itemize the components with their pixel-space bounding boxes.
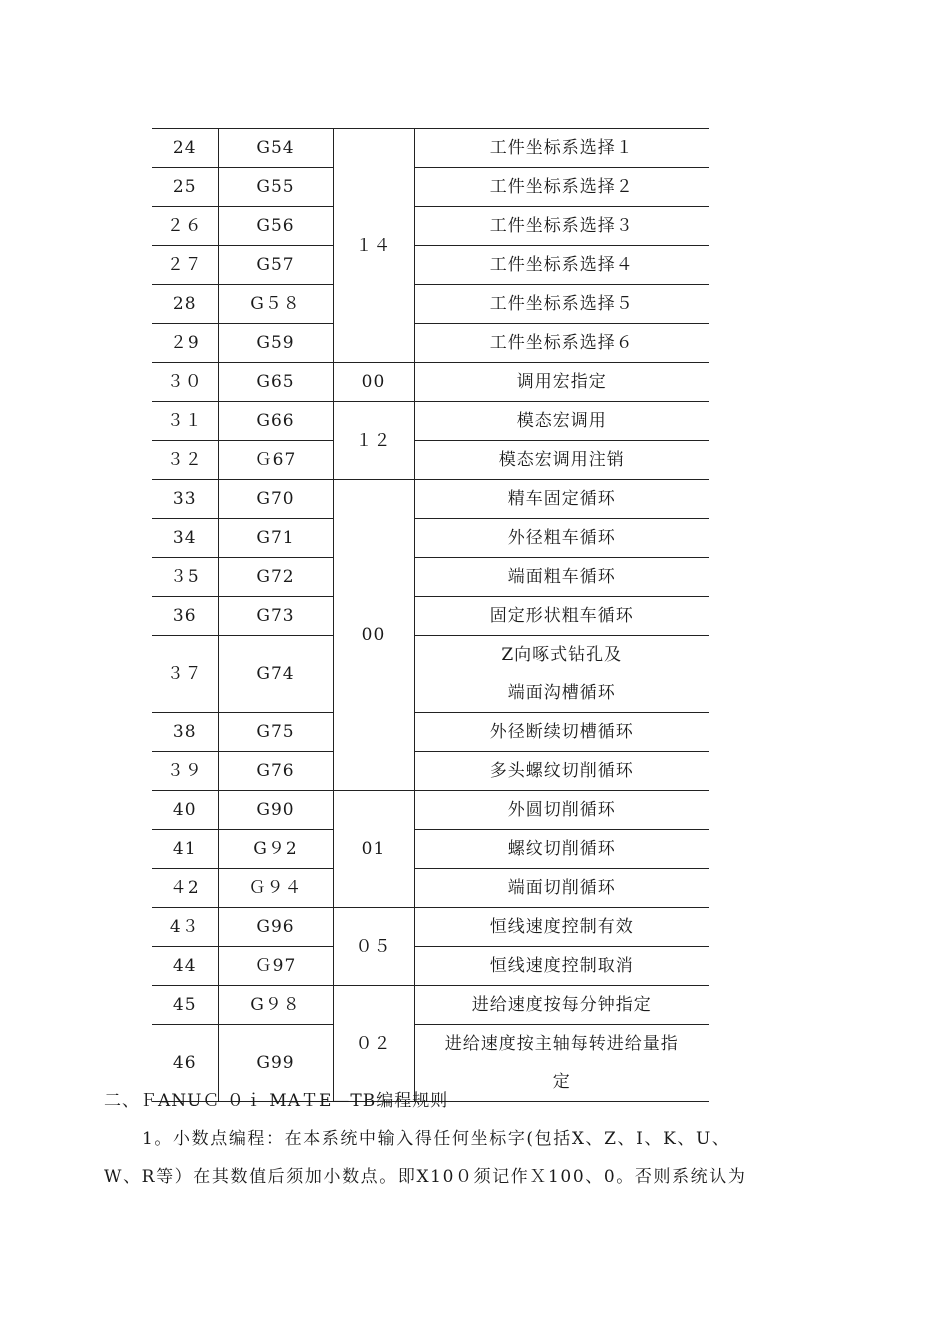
function-description <box>414 908 709 947</box>
function-description <box>414 324 709 363</box>
g-code-table <box>152 128 709 1102</box>
description-line: 恒线速度控制有效 <box>489 917 634 937</box>
row-number: 46 <box>152 1025 218 1102</box>
function-description <box>414 830 709 869</box>
description-line: Z向啄式钻孔及 <box>501 645 623 665</box>
function-description <box>414 1025 709 1102</box>
row-number: 45 <box>152 986 218 1025</box>
g-code: G５８ <box>218 285 333 324</box>
function-description <box>414 636 709 713</box>
description-line: 进给速度按每分钟指定 <box>471 995 652 1015</box>
table-row <box>152 519 709 558</box>
function-description <box>414 597 709 636</box>
description-line: 工件坐标系选择６ <box>489 333 634 353</box>
g-code: G75 <box>218 713 333 752</box>
description-line: 模态宏调用 <box>516 411 607 431</box>
table-row <box>152 908 709 947</box>
g-code: G71 <box>218 519 333 558</box>
function-description <box>414 285 709 324</box>
g-code: G70 <box>218 480 333 519</box>
g-code: G９2 <box>218 830 333 869</box>
table-row <box>152 129 709 168</box>
row-number: ２７ <box>152 246 218 285</box>
section-heading: 二、ＦANUＣ ０ｉ MAＴE—TB编程规则 <box>104 1091 449 1111</box>
row-number: ３９ <box>152 752 218 791</box>
paragraph-line-2: W、R等）在其数值后须加小数点。即X10０须记作Ｘ100、0。否则系统认为 <box>104 1167 747 1187</box>
g-code: Ｇ97 <box>218 947 333 986</box>
description-line: 工件坐标系选择４ <box>489 255 634 275</box>
description-line: 工件坐标系选择１ <box>489 138 634 158</box>
description-line: 调用宏指定 <box>516 372 607 392</box>
row-number: ４2 <box>152 869 218 908</box>
g-code: G76 <box>218 752 333 791</box>
table-row <box>152 752 709 791</box>
description-line: 多头螺纹切削循环 <box>489 761 634 781</box>
row-number: ２9 <box>152 324 218 363</box>
table-row <box>152 597 709 636</box>
modal-group: ０２ <box>333 986 414 1102</box>
modal-group: ０５ <box>333 908 414 986</box>
description-line: 端面切削循环 <box>507 878 616 898</box>
row-number: 4３ <box>152 908 218 947</box>
description-line: 进给速度按主轴每转进给量指 <box>444 1034 679 1054</box>
table-row <box>152 363 709 402</box>
function-description <box>414 402 709 441</box>
g-code: G90 <box>218 791 333 830</box>
description-line: 端面粗车循环 <box>507 567 616 587</box>
table-row <box>152 713 709 752</box>
table-row <box>152 947 709 986</box>
description-line: 外径粗车循环 <box>507 528 616 548</box>
function-description <box>414 713 709 752</box>
modal-group: 00 <box>333 363 414 402</box>
table-row <box>152 207 709 246</box>
function-description <box>414 947 709 986</box>
function-description <box>414 207 709 246</box>
function-description <box>414 246 709 285</box>
g-code: G72 <box>218 558 333 597</box>
description-line: 模态宏调用注销 <box>498 450 625 470</box>
table-row <box>152 791 709 830</box>
table-row <box>152 558 709 597</box>
table-row <box>152 441 709 480</box>
function-description <box>414 752 709 791</box>
g-code: G55 <box>218 168 333 207</box>
description-line: 固定形状粗车循环 <box>489 606 634 626</box>
table-row <box>152 402 709 441</box>
function-description <box>414 441 709 480</box>
description-line: 端面沟槽循环 <box>507 683 616 703</box>
modal-group: 00 <box>333 480 414 791</box>
row-number: 40 <box>152 791 218 830</box>
g-code: Ｇ９４ <box>218 869 333 908</box>
row-number: ３１ <box>152 402 218 441</box>
function-description <box>414 869 709 908</box>
row-number: 38 <box>152 713 218 752</box>
function-description <box>414 519 709 558</box>
row-number: ３２ <box>152 441 218 480</box>
function-description <box>414 558 709 597</box>
description-line: 恒线速度控制取消 <box>489 956 634 976</box>
function-description <box>414 480 709 519</box>
description-line: 精车固定循环 <box>507 489 616 509</box>
table-row <box>152 869 709 908</box>
description-line: 外径断续切槽循环 <box>489 722 634 742</box>
g-code: G57 <box>218 246 333 285</box>
table-row <box>152 324 709 363</box>
description-line: 工件坐标系选择２ <box>489 177 634 197</box>
table-row <box>152 480 709 519</box>
g-code: G56 <box>218 207 333 246</box>
description-line: 工件坐标系选择３ <box>489 216 634 236</box>
g-code: G９８ <box>218 986 333 1025</box>
table-row <box>152 986 709 1025</box>
row-number: 28 <box>152 285 218 324</box>
function-description <box>414 363 709 402</box>
description-line: 工件坐标系选择５ <box>489 294 634 314</box>
row-number: ３７ <box>152 636 218 713</box>
row-number: ３０ <box>152 363 218 402</box>
row-number: 36 <box>152 597 218 636</box>
g-code: G73 <box>218 597 333 636</box>
row-number: 33 <box>152 480 218 519</box>
row-number: 25 <box>152 168 218 207</box>
table-row <box>152 168 709 207</box>
g-code: G54 <box>218 129 333 168</box>
modal-group: １４ <box>333 129 414 363</box>
modal-group: 01 <box>333 791 414 908</box>
g-code: G99 <box>218 1025 333 1102</box>
row-number: ３5 <box>152 558 218 597</box>
table-row <box>152 246 709 285</box>
paragraph-line-1: 1。小数点编程：在本系统中输入得任何坐标字(包括X、Z、I、K、U、 <box>142 1129 731 1149</box>
g-code: G74 <box>218 636 333 713</box>
function-description <box>414 129 709 168</box>
table-row <box>152 285 709 324</box>
g-code: G66 <box>218 402 333 441</box>
g-code: G65 <box>218 363 333 402</box>
g-code: G59 <box>218 324 333 363</box>
row-number: 34 <box>152 519 218 558</box>
row-number: 24 <box>152 129 218 168</box>
g-code-table-body <box>152 129 709 1102</box>
function-description <box>414 791 709 830</box>
row-number: 44 <box>152 947 218 986</box>
modal-group: １２ <box>333 402 414 480</box>
table-row <box>152 636 709 713</box>
row-number: 41 <box>152 830 218 869</box>
description-line: 外圆切削循环 <box>507 800 616 820</box>
function-description <box>414 168 709 207</box>
table-row <box>152 830 709 869</box>
g-code: G96 <box>218 908 333 947</box>
description-line: 螺纹切削循环 <box>507 839 616 859</box>
function-description <box>414 986 709 1025</box>
row-number: ２６ <box>152 207 218 246</box>
description-line: 定 <box>552 1072 571 1092</box>
g-code: Ｇ67 <box>218 441 333 480</box>
